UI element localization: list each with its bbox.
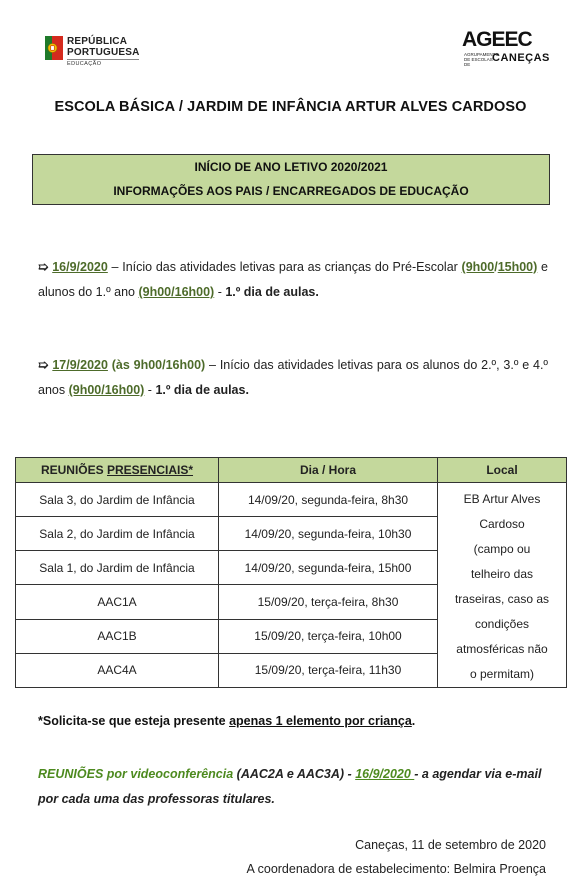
local-line: telheiro das [470,567,534,581]
local-line: condições [474,617,530,631]
video-date: 16/9/2020 [355,767,415,781]
header-local: Local [438,458,567,483]
item2-time-b: (9h00/16h00) [68,383,145,397]
portugal-flag-icon [45,36,63,60]
row-when: 14/09/20, segunda-feira, 8h30 [219,483,438,517]
arrow-icon: ➯ [38,358,49,372]
item1-first-day: 1.º dia de aulas. [225,285,319,299]
local-line: traseiras, caso as [454,592,550,606]
item1-time-c: (9h00/16h00) [138,285,215,299]
item-grades-start [38,353,548,403]
item2-text2: - [144,383,156,397]
local-line: atmosféricas não [456,642,548,656]
republica-portuguesa-logo [45,34,155,70]
row-group: Sala 3, do Jardim de Infância [16,483,219,517]
rp-line1: REPÚBLICA [67,36,128,47]
row-when: 14/09/20, segunda-feira, 15h00 [219,551,438,585]
local-line: Cardoso [479,517,525,531]
local-line: (campo ou [473,542,531,556]
item1-time-a: (9h00 [461,260,495,274]
item-preschool-start [38,255,548,305]
local-line: EB Artur Alves [463,492,541,506]
video-classes: (AAC2A e AAC3A) - [233,767,356,781]
note-suffix: . [411,714,416,728]
row-when: 15/09/20, terça-feira, 10h00 [219,619,438,653]
item1-slash: / [494,260,498,274]
header-meetings-prefix: REUNIÕES [40,463,107,477]
row-when: 15/09/20, terça-feira, 11h30 [219,653,438,687]
video-meetings-note [38,762,548,812]
header-day-hour: Dia / Hora [219,458,438,483]
school-title: ESCOLA BÁSICA / JARDIM DE INFÂNCIA ARTUR ALVES CARDOSO [54,99,527,115]
ag-small-3: DE [464,62,471,67]
rp-sub: EDUCAÇÃO [67,61,102,67]
row-group: Sala 2, do Jardim de Infância [16,517,219,551]
banner-line1: INÍCIO DE ANO LETIVO 2020/2021 [194,160,388,174]
local-cell [438,483,567,688]
row-group: AAC1A [16,585,219,619]
item1-time-b: 15h00) [497,260,538,274]
ag-small-1: AGRUPAMENTO [464,52,499,57]
meetings-table [15,457,567,688]
item1-date: 16/9/2020 [52,260,108,274]
banner-line2: INFORMAÇÕES AOS PAIS / ENCARREGADOS DE EDUCAÇÃO [113,184,469,198]
item1-text2: e alunos do 1.º ano [38,260,548,299]
item1-text1: – Início das atividades letivas para as crianças do Pré-Escolar [107,260,462,274]
header-meetings [16,458,219,483]
video-label: REUNIÕES por videoconferência [38,767,234,781]
item2-time-a: (às 9h00/16h00) [107,358,206,372]
row-when: 14/09/20, segunda-feira, 10h30 [219,517,438,551]
arrow-icon: ➯ [38,260,49,274]
table-header-row [16,458,567,483]
item1-text3: - [214,285,226,299]
table-row [16,483,567,517]
ag-logo-mark: AGEEC [462,28,532,51]
row-group: AAC4A [16,653,219,687]
row-when: 15/09/20, terça-feira, 8h30 [219,585,438,619]
header-meetings-underlined: PRESENCIAIS* [106,463,194,477]
rp-divider [67,59,139,60]
item2-first-day: 1.º dia de aulas. [155,383,249,397]
local-line: o permitam) [469,667,534,681]
note-prefix: *Solicita-se que esteja presente [38,714,230,728]
video-rest: - a agendar via e-mail por cada uma das professoras titulares. [38,767,542,806]
date-line: Caneças, 11 de setembro de 2020 [355,838,546,852]
attendance-note [38,714,415,728]
item2-date: 17/9/2020 [52,358,108,372]
agrupamento-canecas-logo [462,28,550,67]
banner [32,154,550,205]
note-underlined: apenas 1 elemento por criança [229,714,412,728]
row-group: AAC1B [16,619,219,653]
ag-small-2: DE ESCOLAS [464,57,493,62]
ag-canecas: CANEÇAS [492,52,550,64]
signature-line: A coordenadora de estabelecimento: Belmira Proença [246,862,546,876]
item2-text1: – Início das atividades letivas para os alunos do 2.º, 3.º e 4.º anos [38,358,548,397]
row-group: Sala 1, do Jardim de Infância [16,551,219,585]
rp-line2: PORTUGUESA [67,47,140,58]
